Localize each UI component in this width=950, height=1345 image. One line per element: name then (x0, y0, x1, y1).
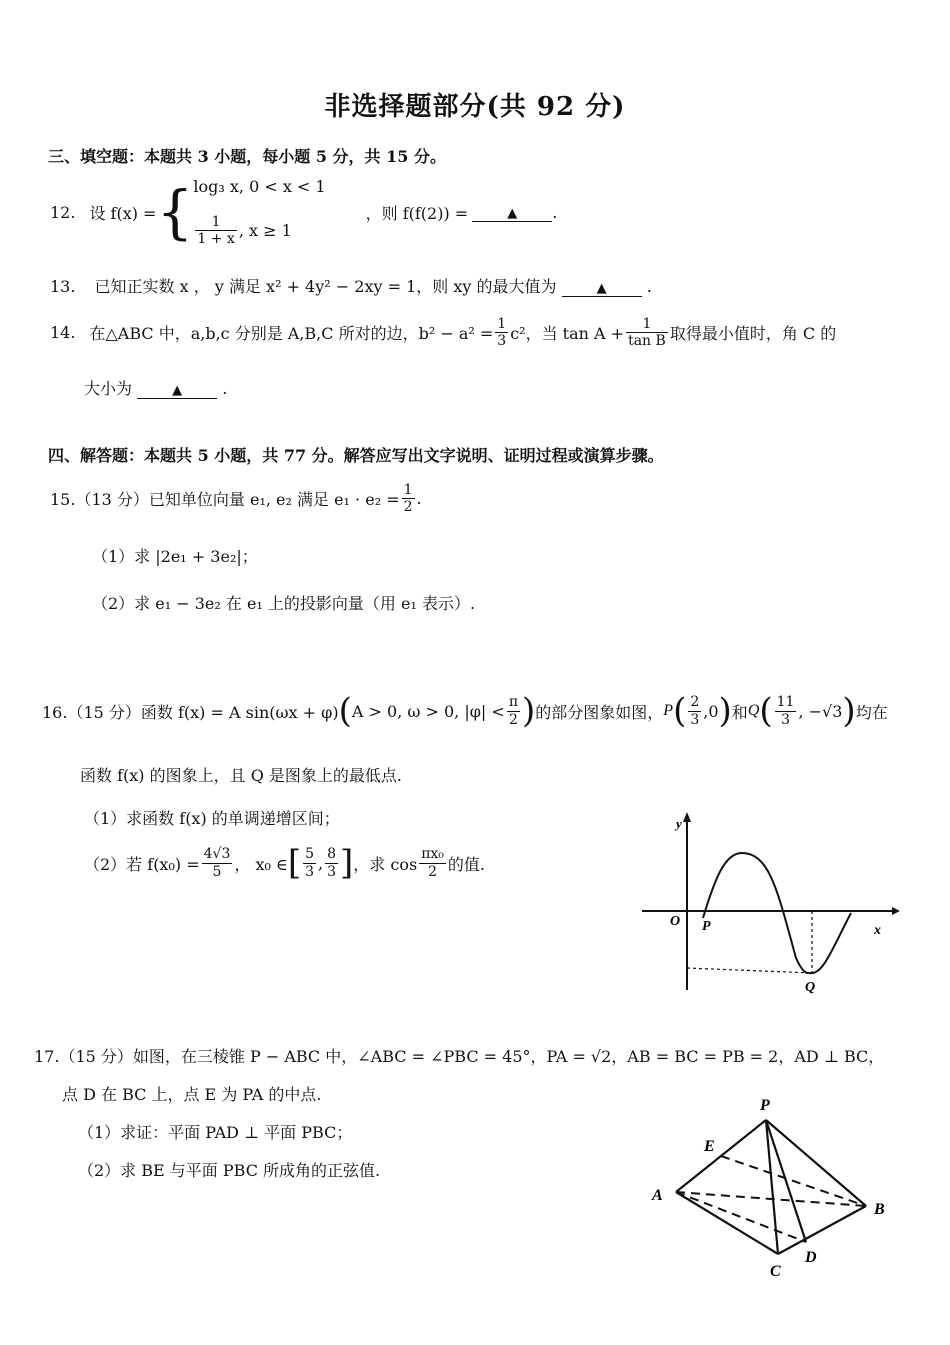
q15-f-den: 2 (403, 499, 413, 516)
vertex-a-label: A (652, 1187, 663, 1204)
q16-p2-fraction-4 (419, 846, 446, 879)
q15-f-num: 1 (403, 482, 413, 498)
q16-q-fraction (775, 694, 797, 727)
q15-part2: （2）求 e₁ − 3e₂ 在 e₁ 上的投影向量（用 e₁ 表示）. (92, 594, 476, 613)
graph-p-label: P (702, 919, 711, 934)
q16-p2-f1-den: 5 (212, 863, 222, 880)
q15-stem: 15.（13 分）已知单位向量 e₁, e₂ 满足 e₁ · e₂ = (50, 490, 400, 510)
q14-end: . (222, 379, 228, 398)
q16-p2-f2-num: 5 (305, 846, 315, 863)
question-15 (50, 482, 422, 515)
q16-p-fraction (688, 694, 701, 727)
q12-brace: { (156, 178, 194, 246)
triangle-icon: ▲ (507, 206, 518, 221)
q12-number: 12. (50, 202, 76, 222)
q16-p2-a: （2）若 f(x₀) = (84, 854, 200, 874)
q-horizontal-dash (687, 968, 812, 973)
q16-p2-f4-num: πx₀ (421, 846, 444, 863)
q16-pi-fraction (507, 694, 520, 727)
q16-p2-c: ，求 cos (353, 854, 418, 874)
q16-p2-fraction-1 (202, 846, 233, 879)
q16-p-paren-close: ) (718, 691, 732, 731)
q15-part1: （1）求 |2e₁ + 3e₂|； (92, 547, 258, 566)
q12-case1: log₃ x, 0 < x < 1 (193, 177, 326, 196)
vertex-p-label: P (760, 1097, 770, 1114)
vertex-d-label: D (805, 1249, 817, 1266)
q16-line2: 函数 f(x) 的图象上，且 Q 是图象上的最低点. (80, 766, 402, 785)
q16-p2-f1-num: 4√3 (203, 846, 231, 863)
q16-p-paren-open: ( (673, 691, 687, 731)
q17-part2: （2）求 BE 与平面 PBC 所成角的正弦值. (78, 1161, 381, 1180)
q14-f1-num: 1 (497, 316, 507, 332)
q16-paren-close: ) (522, 691, 536, 731)
q14-f1-den: 3 (497, 333, 507, 350)
edge-eb-dashed (721, 1156, 866, 1206)
q16-p2-d: 的值. (447, 854, 486, 874)
graph-y-label: y (676, 816, 682, 831)
vertex-c-label: C (770, 1263, 781, 1280)
question-17: 17.（15 分）如图，在三棱锥 P − ABC 中，∠ABC = ∠PBC = 45°，PA = √2，AB = BC = PB = 2，AD ⊥ BC， (34, 1047, 885, 1066)
q14-answer-blank[interactable] (137, 379, 217, 399)
question-14 (50, 316, 836, 349)
q14-f2-den: tan B (628, 333, 666, 350)
graph-x-label: x (874, 923, 881, 938)
q16-p-label: P (663, 702, 674, 719)
q12-case2-tail: , x ≥ 1 (238, 220, 292, 240)
q14-number: 14. (50, 323, 76, 343)
q16-p2-f3-num: 8 (327, 846, 337, 863)
q16-p2-f3-den: 3 (327, 863, 337, 880)
page-title: 非选择题部分(共 92 分) (324, 92, 626, 122)
q17-line2: 点 D 在 BC 上，点 E 为 PA 的中点. (62, 1085, 322, 1104)
q16-pi-den: 2 (508, 711, 518, 728)
q16-p2-f2-den: 3 (305, 863, 315, 880)
q16-stem-c: 均在 (855, 702, 888, 722)
q15-fraction (402, 482, 415, 515)
q17-part1: （1）求证：平面 PAD ⊥ 平面 PBC； (78, 1123, 353, 1142)
q14-text-b: c²，当 tan A + (510, 324, 625, 344)
q14-f2-num: 1 (626, 316, 668, 333)
q16-q-paren-open: ( (759, 691, 773, 731)
q12-case2-fraction (195, 214, 236, 247)
q16-p2-fraction-2 (303, 846, 316, 879)
question-13 (50, 274, 652, 297)
triangle-icon: ▲ (172, 383, 183, 398)
q12-case2-den: 1 + x (197, 230, 235, 247)
q14-fraction-1 (495, 316, 508, 349)
q16-and: 和 (731, 702, 748, 722)
q12-end: . (552, 202, 558, 222)
q16-q-label: Q (747, 702, 760, 719)
section4-heading: 四、解答题：本题共 5 小题，共 77 分。解答应写出文字说明、证明过程或演算步骤。 (48, 446, 664, 465)
q16-p2-f4-den: 2 (428, 863, 438, 880)
edge-cb (778, 1206, 866, 1254)
q16-comma: , (318, 853, 324, 873)
q16-p-den: 3 (690, 711, 700, 728)
q16-q-den: 3 (781, 711, 791, 728)
q12-pre: 设 f(x) = (89, 203, 157, 223)
q16-stem-b: 的部分图象如图， (535, 702, 664, 722)
q13-number: 13. (50, 277, 76, 296)
q13-end: . (646, 277, 652, 296)
q16-p2-fraction-3 (325, 846, 338, 879)
vertex-e-label: E (704, 1138, 715, 1155)
q16-q-num: 11 (776, 694, 795, 711)
q14-line2-text: 大小为 (84, 379, 133, 398)
question-16 (42, 691, 888, 731)
q13-text: 已知正实数 x ， y 满足 x² + 4y² − 2xy = 1，则 xy 的最大值为 (94, 277, 557, 296)
q16-part2 (84, 843, 486, 883)
q16-q-tail: , −√3 (798, 701, 843, 721)
q14-text-a: 在△ABC 中，a,b,c 分别是 A,B,C 所对的边，b² − a² = (89, 324, 494, 344)
q14-fraction-2 (626, 316, 668, 349)
q12-post: ，则 f(f(2)) = (365, 203, 469, 223)
q16-p-tail: ,0 (703, 701, 719, 721)
q15-stem-end: . (416, 489, 422, 509)
question-12 (50, 172, 557, 252)
q13-answer-blank[interactable] (562, 277, 642, 297)
q16-part1: （1）求函数 f(x) 的单调递增区间； (84, 809, 340, 828)
triangle-icon: ▲ (596, 281, 607, 296)
graph-origin-label: O (670, 914, 681, 929)
q16-bracket-open: [ (287, 843, 302, 883)
q14-text-c: 取得最小值时，角 C 的 (669, 324, 837, 344)
q12-answer-blank[interactable] (472, 202, 552, 222)
q16-p-num: 2 (690, 694, 700, 711)
x-axis-arrow (892, 907, 900, 915)
q16-p2-b: ， x₀ ∈ (234, 854, 288, 874)
q16-stem-a: 16.（15 分）函数 f(x) = A sin(ωx + φ) (42, 702, 339, 722)
q16-bracket-close: ] (340, 843, 354, 883)
graph-q-label: Q (805, 980, 816, 995)
sine-curve (703, 853, 851, 973)
section3-heading: 三、填空题：本题共 3 小题，每小题 5 分，共 15 分。 (48, 147, 446, 166)
q17-pyramid-figure (640, 1090, 900, 1285)
y-axis-arrow (683, 812, 691, 822)
vertex-b-label: B (874, 1201, 885, 1218)
q16-sine-graph (630, 808, 900, 998)
q14-line2 (84, 376, 227, 399)
q12-case2-num: 1 (195, 214, 236, 231)
q16-pi-num: π (508, 694, 519, 711)
q16-condition: A > 0, ω > 0, |φ| < (351, 701, 505, 721)
q16-q-paren-close: ) (842, 691, 856, 731)
q12-cases (193, 177, 325, 247)
edge-ac (676, 1192, 778, 1254)
q16-paren-open: ( (338, 691, 352, 731)
